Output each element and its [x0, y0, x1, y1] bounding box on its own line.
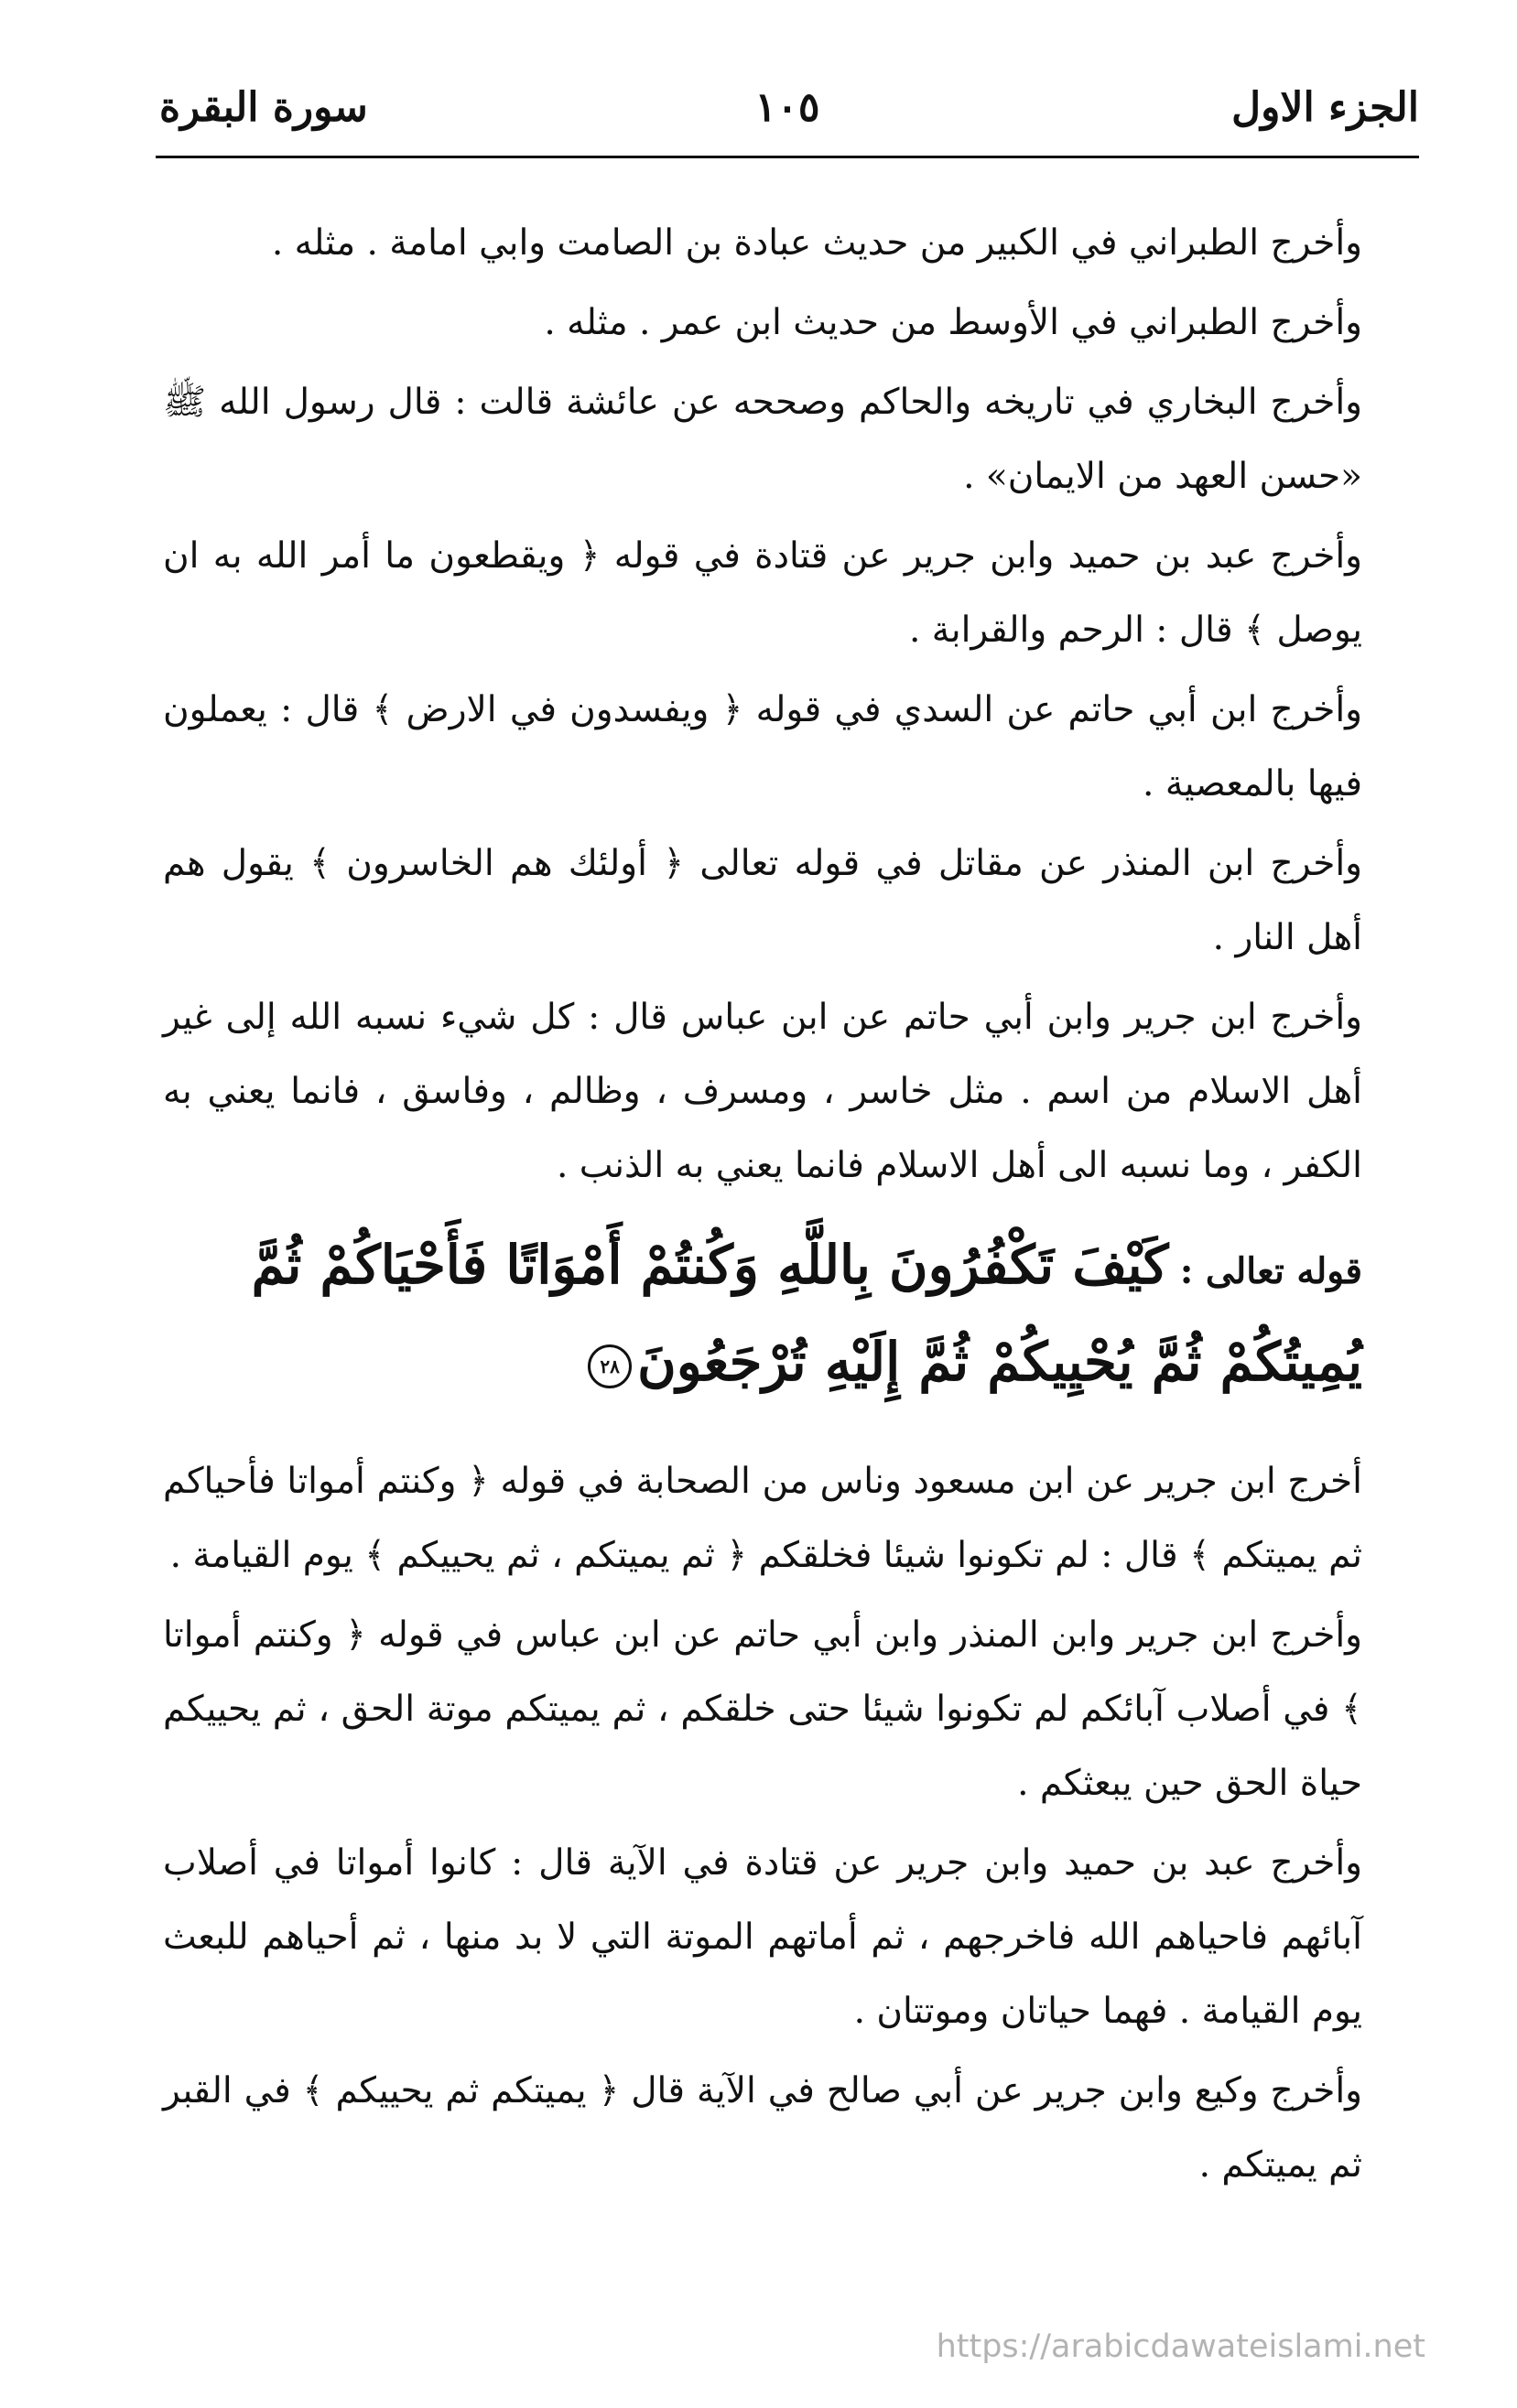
paragraph: وأخرج ابن جرير وابن المنذر وابن أبي حاتم عن ابن عباس في قوله ﴿ وكنتم أمواتا ﴾ في أصلاب آبائكم لم تكونوا شيئا حتى خلقكم ، ثم يميتكم موتة الحق ، ثم يحييكم حياة الحق حين يبعثكم . — [163, 1614, 1362, 1804]
paragraph: وأخرج البخاري في تاريخه والحاكم وصححه عن عائشة قالت : قال رسول الله ﷺ «حسن العهد من الايمان» . — [163, 382, 1362, 497]
paragraph: أخرج ابن جرير عن ابن مسعود وناس من الصحابة في قوله ﴿ وكنتم أمواتا فأحياكم ثم يميتكم ﴾ قال : لم تكونوا شيئا فخلقكم ﴿ ثم يميتكم ، ثم يحييكم ﴾ يوم القيامة . — [163, 1461, 1362, 1576]
paragraph: وأخرج عبد بن حميد وابن جرير عن قتادة في قوله ﴿ ويقطعون ما أمر الله به ان يوصل ﴾ قال : الرحم والقرابة . — [163, 535, 1362, 651]
watermark-url: https://arabicdawateislami.net — [936, 2328, 1425, 2365]
paragraph: وأخرج ابن المنذر عن مقاتل في قوله تعالى ﴿ أولئك هم الخاسرون ﴾ يقول هم أهل النار . — [163, 843, 1362, 958]
paragraph: وأخرج عبد بن حميد وابن جرير عن قتادة في الآية قال : كانوا أمواتا في أصلاب آبائهم فاحياهم الله فاخرجهم ، ثم أماتهم الموتة التي لا بد منها ، ثم أحياهم للبعث يوم القيامة . فهما حياتان وموتتان . — [163, 1842, 1362, 2032]
page-number: ١٠٥ — [754, 84, 820, 131]
paragraph: وأخرج الطبراني في الأوسط من حديث ابن عمر . مثله . — [544, 302, 1362, 343]
page-header — [156, 81, 1419, 158]
verse-line-2 — [163, 1316, 1362, 1408]
paragraph: وأخرج ابن أبي حاتم عن السدي في قوله ﴿ ويفسدون في الارض ﴾ قال : يعملون فيها بالمعصية . — [163, 689, 1362, 804]
running-head-part: الجزء الاول — [1231, 84, 1419, 131]
verse-intro: قوله تعالى : — [1179, 1250, 1362, 1292]
verse-line-1: كَيْفَ تَكْفُرُونَ بِاللَّهِ وَكُنتُمْ أَمْوَاتًا فَأَحْيَاكُمْ ثُمَّ — [251, 1234, 1169, 1296]
page-body — [163, 206, 1362, 2202]
ayah-number-marker: ٢٨ — [588, 1344, 632, 1388]
paragraph: وأخرج وكيع وابن جرير عن أبي صالح في الآية قال ﴿ يميتكم ثم يحييكم ﴾ في القبر ثم يميتكم . — [163, 2070, 1362, 2186]
verse-line-2-text: يُمِيتُكُمْ ثُمَّ يُحْيِيكُمْ ثُمَّ إِلَيْهِ تُرْجَعُونَ — [637, 1331, 1362, 1393]
paragraph: وأخرج ابن جرير وابن أبي حاتم عن ابن عباس قال : كل شيء نسبه الله إلى غير أهل الاسلام من اسم . مثل خاسر ، ومسرف ، وظالم ، وفاسق ، فانما يعني به الكفر ، وما نسبه الى أهل الاسلام فانما يعني به الذنب . — [163, 997, 1362, 1186]
quran-verse-block — [163, 1228, 1362, 1408]
paragraph: وأخرج الطبراني في الكبير من حديث عبادة بن الصامت وابي امامة . مثله . — [271, 222, 1362, 264]
running-head-surah: سورة البقرة — [159, 84, 368, 131]
